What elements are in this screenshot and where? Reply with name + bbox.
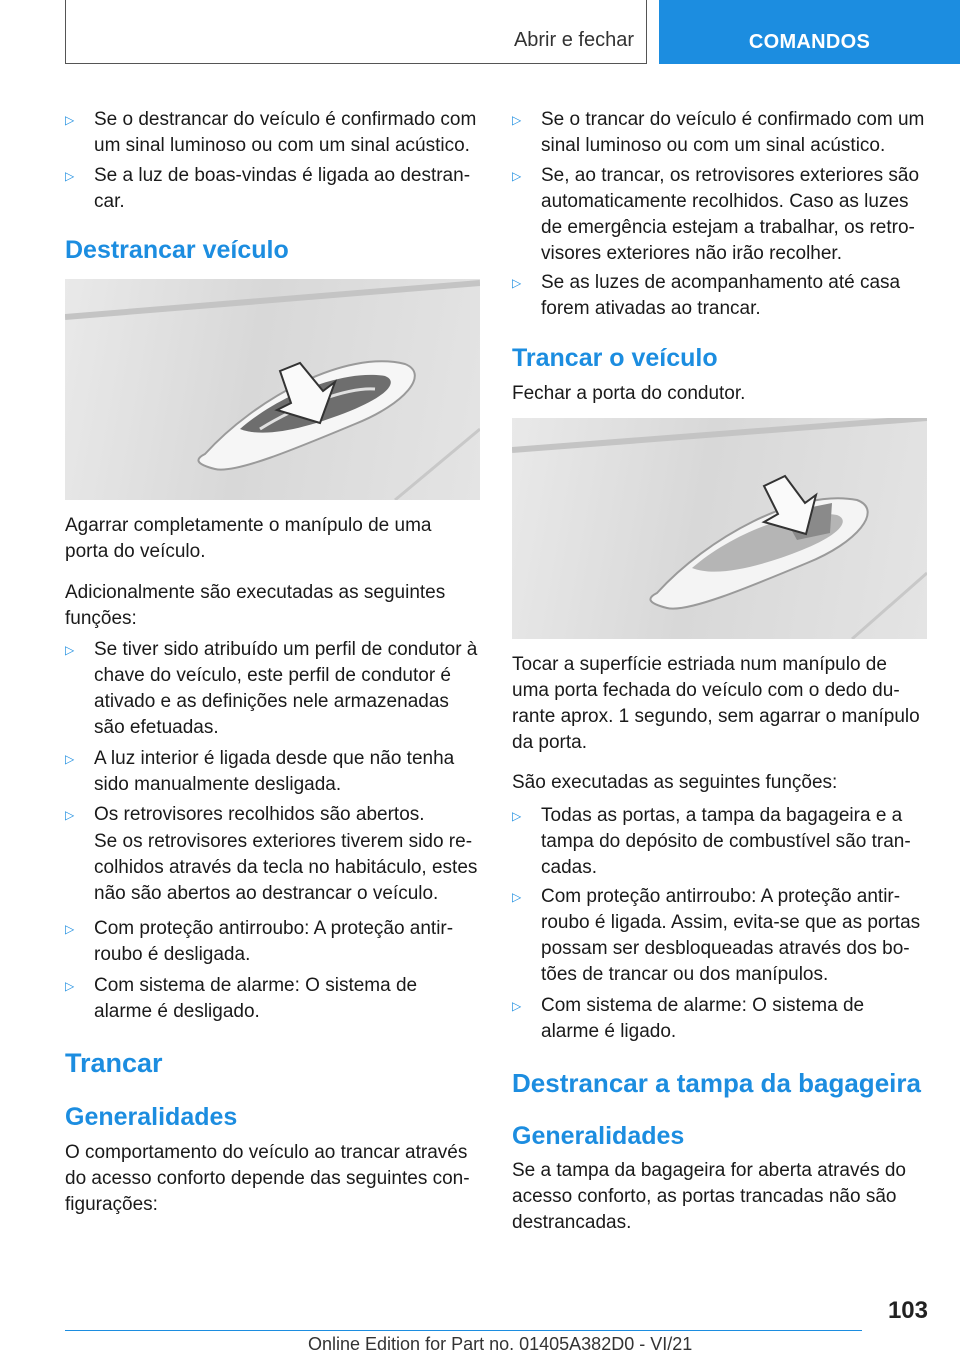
heading-general: Generalidades xyxy=(512,1122,685,1150)
header-rule xyxy=(65,63,647,64)
list-item: ▷ Com sistema de alarme: O sistema de alarme é desligado. xyxy=(65,975,418,1022)
list-item: ▷ Os retrovisores recolhidos são abertos. xyxy=(65,802,480,828)
list-item: ▷ Com sistema de alarme: O sistema de alarme é ligado. xyxy=(512,995,865,1042)
section-title: Abrir e fechar xyxy=(513,29,634,51)
functions-intro: São executadas as seguintes funções: xyxy=(512,772,838,793)
trunk-text: Se a tampa da bagageira for aberta através do acesso conforto, as portas trancadas não são destrancadas. xyxy=(512,1160,906,1233)
list-item: ▷ Todas as portas, a tampa da bagageira e a tampa do depósito de combustível são trancadas. xyxy=(512,805,911,878)
page-number: 103 xyxy=(887,1297,928,1324)
bullet-triangle-icon: ▷ xyxy=(65,643,75,657)
bullet-triangle-icon: ▷ xyxy=(65,922,75,936)
bullet-triangle-icon: ▷ xyxy=(512,809,522,823)
bullet-triangle-icon: ▷ xyxy=(512,169,522,183)
chapter-tab: COMANDOS xyxy=(659,0,960,64)
door-handle-touch-illustration xyxy=(512,418,927,639)
header-section-box xyxy=(65,0,647,63)
bullet-triangle-icon: ▷ xyxy=(512,276,522,290)
door-handle-photo xyxy=(65,279,480,500)
list-item: ▷ Se o destrancar do veículo é confirmado com um sinal luminoso ou com um sinal acústico. xyxy=(65,109,477,156)
door-handle-illustration xyxy=(65,279,480,500)
list-item: ▷ Com proteção antirroubo: A proteção antirroubo é desligada. xyxy=(65,918,454,965)
heading-lock-vehicle: Trancar o veículo xyxy=(512,344,718,372)
bullet-triangle-icon: ▷ xyxy=(65,113,75,127)
edition-line: Online Edition for Part no. 01405A382D0 - VI/21 xyxy=(308,1334,693,1354)
bullet-triangle-icon: ▷ xyxy=(65,979,75,993)
close-door-text: Fechar a porta do condutor. xyxy=(512,383,746,404)
heading-unlock-trunk: Destrancar a tampa da bagageira xyxy=(512,1068,921,1098)
footer-rule xyxy=(65,1330,862,1331)
unlock-instruction: Agarrar completamente o manípulo de uma porta do veículo. xyxy=(65,515,432,562)
bullet-triangle-icon: ▷ xyxy=(512,890,522,904)
bullet-triangle-icon: ▷ xyxy=(512,113,522,127)
list-item: ▷ Se, ao trancar, os retrovisores exteriores são automaticamente recolhidos. Caso as luzes de emergência estejam a trabalhar, os retrovisores exteriores não irão recolher. xyxy=(512,165,920,264)
heading-lock: Trancar xyxy=(65,1048,163,1078)
bullet-triangle-icon: ▷ xyxy=(65,752,75,766)
bullet-triangle-icon: ▷ xyxy=(65,169,75,183)
bullet-triangle-icon: ▷ xyxy=(65,808,75,822)
list-item: ▷ Se as luzes de acompanhamento até casa forem ativadas ao trancar. xyxy=(512,272,901,319)
list-item: ▷ Se a luz de boas-vindas é ligada ao destrancar. xyxy=(65,165,471,212)
list-item: ▷ Com proteção antirroubo: A proteção antirroubo é ligada. Assim, evita-se que as portas possam ser desbloqueadas através dos botões de trancar ou dos manípulos. xyxy=(512,886,921,985)
bullet-triangle-icon: ▷ xyxy=(512,999,522,1013)
heading-unlock-vehicle: Destrancar veículo xyxy=(65,236,289,264)
touch-instruction: Tocar a superfície estriada num manípulo de uma porta fechada do veículo com o dedo durante aprox. 1 segundo, sem agarrar o manípulo da porta. xyxy=(512,654,920,753)
mirror-note: Se os retrovisores exteriores tiverem sido recolhidos através da tecla no habitáculo, estes não são abertos ao destrancar o veículo. xyxy=(94,831,478,904)
general-text: O comportamento do veículo ao trancar através do acesso conforto depende das seguintes configurações: xyxy=(65,1142,470,1215)
list-item: ▷ Se tiver sido atribuído um perfil de condutor à chave do veículo, este perfil de condutor é ativado e as definições nele armazenadas são efetuadas. xyxy=(65,639,478,738)
door-handle-touch-photo xyxy=(512,418,927,639)
list-item: ▷ A luz interior é ligada desde que não tenha sido manualmente desligada. xyxy=(65,748,455,795)
unlock-extra-intro: Adicionalmente são executadas as seguintes funções: xyxy=(65,582,446,629)
list-item: ▷ Se o trancar do veículo é confirmado com um sinal luminoso ou com um sinal acústico. xyxy=(512,109,925,156)
heading-general: Generalidades xyxy=(65,1103,238,1131)
